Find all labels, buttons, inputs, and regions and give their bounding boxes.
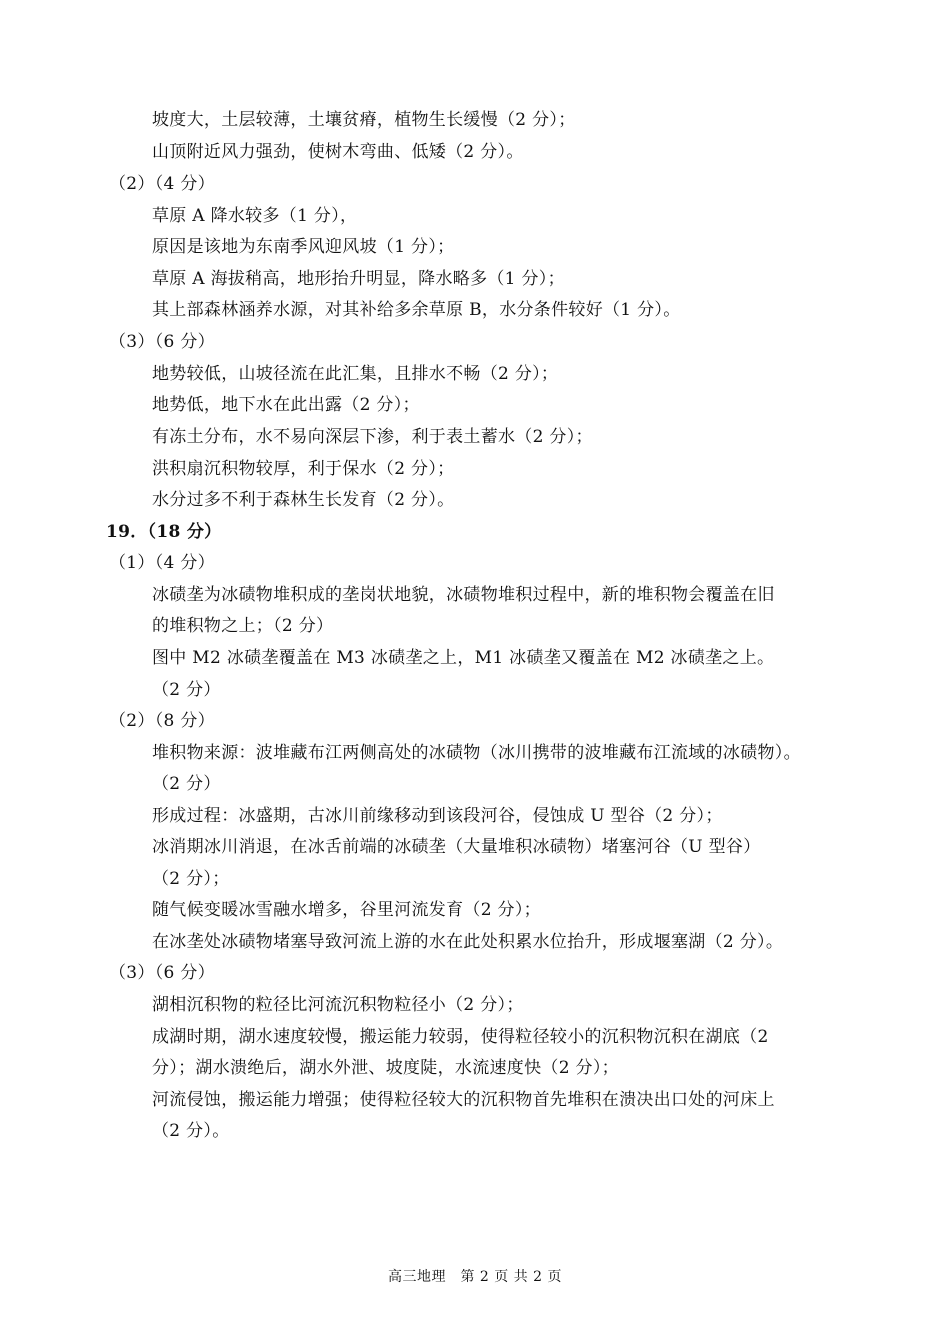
page-footer: 高三地理 第 2 页 共 2 页 <box>387 1269 563 1285</box>
answer-line: 地势较低，山坡径流在此汇集，且排水不畅（2 分）； <box>152 364 559 384</box>
sub-question-heading: （2）（4 分） <box>109 174 215 194</box>
sub-question-heading: （3）（6 分） <box>109 963 215 983</box>
answer-line: 在冰垄处冰碛物堵塞导致河流上游的水在此处积累水位抬升，形成堰塞湖（2 分）。 <box>152 932 784 952</box>
answer-line: 水分过多不利于森林生长发育（2 分）。 <box>152 490 455 510</box>
answer-line: 分）；湖水溃绝后，湖水外泄、坡度陡，水流速度快（2 分）； <box>152 1058 619 1078</box>
answer-line: 地势低，地下水在此出露（2 分）； <box>152 395 420 415</box>
answer-line: 冰消期冰川消退，在冰舌前端的冰碛垄（大量堆积冰碛物）堵塞河谷（U 型谷） <box>152 837 761 857</box>
answer-line: 形成过程：冰盛期，古冰川前缘移动到该段河谷，侵蚀成 U 型谷（2 分）； <box>152 806 723 826</box>
sub-question-heading: （1）（4 分） <box>109 553 215 573</box>
sub-question-heading: （3）（6 分） <box>109 332 215 352</box>
answer-line: 原因是该地为东南季风迎风坡（1 分）； <box>152 237 455 257</box>
question-heading: 19．（18 分） <box>106 522 222 542</box>
sub-question-heading: （2）（8 分） <box>109 711 215 731</box>
answer-line: （2 分） <box>152 680 221 700</box>
answer-line: 洪积扇沉积物较厚，利于保水（2 分）； <box>152 459 455 479</box>
answer-line: 河流侵蚀，搬运能力增强；使得粒径较大的沉积物首先堆积在溃决出口处的河床上 <box>152 1090 775 1110</box>
answer-line: 随气候变暖冰雪融水增多，谷里河流发育（2 分）； <box>152 900 541 920</box>
answer-line: 其上部森林涵养水源，对其补给多余草原 B，水分条件较好（1 分）。 <box>152 300 681 320</box>
answer-line: 草原 A 海拔稍高，地形抬升明显，降水略多（1 分）； <box>152 269 565 289</box>
answer-line: （2 分）。 <box>152 1121 230 1141</box>
answer-line: 湖相沉积物的粒径比河流沉积物粒径小（2 分）； <box>152 995 524 1015</box>
answer-line: 冰碛垄为冰碛物堆积成的垄岗状地貌，冰碛物堆积过程中，新的堆积物会覆盖在旧 <box>152 585 775 605</box>
answer-line: 堆积物来源：波堆藏布江两侧高处的冰碛物（冰川携带的波堆藏布江流域的冰碛物）。 <box>152 743 801 763</box>
answer-line: 成湖时期，湖水速度较慢，搬运能力较弱，使得粒径较小的沉积物沉积在湖底（2 <box>152 1027 769 1047</box>
answer-line: 坡度大，土层较薄，土壤贫瘠，植物生长缓慢（2 分）； <box>152 110 576 130</box>
answer-line: 图中 M2 冰碛垄覆盖在 M3 冰碛垄之上，M1 冰碛垄又覆盖在 M2 冰碛垄之上。 <box>152 648 775 668</box>
answer-line: 山顶附近风力强劲，使树木弯曲、低矮（2 分）。 <box>152 142 524 162</box>
answer-line: （2 分）； <box>152 869 230 889</box>
answer-line: 草原 A 降水较多（1 分）， <box>152 206 358 226</box>
answer-line: 有冻土分布，水不易向深层下渗，利于表土蓄水（2 分）； <box>152 427 593 447</box>
answer-line: 的堆积物之上；（2 分） <box>152 616 334 636</box>
answer-line: （2 分） <box>152 774 221 794</box>
